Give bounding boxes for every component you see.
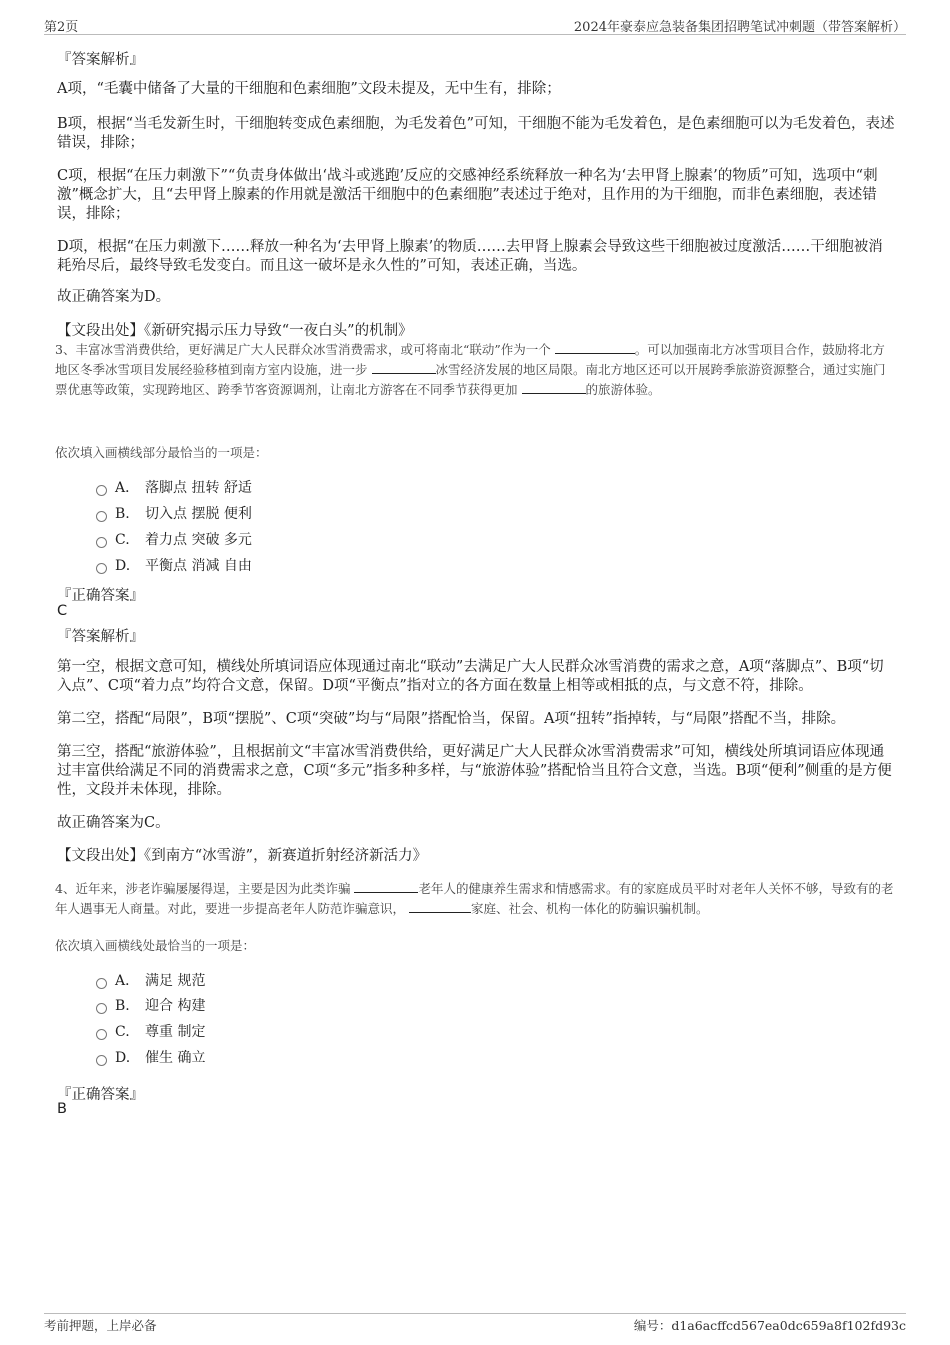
question-3-option-b[interactable]: B. 切入点 摆脱 便利 bbox=[96, 504, 252, 524]
analysis-conclusion: 故正确答案为D。 bbox=[57, 289, 171, 305]
question-4-option-a[interactable]: A． 满足 规范 bbox=[96, 971, 205, 991]
correct-answer-label: 『正确答案』 bbox=[57, 1087, 144, 1103]
analysis-paragraph-a: A项，“毛囊中储备了大量的干细胞和色素细胞”文段未提及，无中生有，排除； bbox=[57, 81, 561, 97]
question-4-option-c[interactable]: C. 尊重 制定 bbox=[96, 1022, 205, 1042]
correct-answer: C bbox=[57, 603, 68, 619]
fill-blank bbox=[522, 381, 586, 394]
question-3-prompt: 依次填入画横线部分最恰当的一项是： bbox=[55, 445, 268, 460]
footer-slogan: 考前押题，上岸必备 bbox=[44, 1318, 157, 1333]
question-4-prompt: 依次填入画横线处最恰当的一项是： bbox=[55, 938, 256, 953]
question-4-option-b[interactable]: B. 迎合 构建 bbox=[96, 996, 205, 1016]
radio-icon[interactable] bbox=[96, 1003, 107, 1014]
question-3-option-d[interactable]: D. 平衡点 消减 自由 bbox=[96, 556, 252, 576]
fill-blank bbox=[354, 880, 418, 893]
page-number: 第2页 bbox=[44, 20, 79, 35]
document-title: 2024年豪泰应急装备集团招聘笔试冲刺题（带答案解析） bbox=[573, 20, 906, 35]
radio-icon[interactable] bbox=[96, 537, 107, 548]
analysis-blank-2: 第二空，搭配“局限”，B项“摆脱”、C项“突破”均与“局限”搭配恰当，保留。A项“扭转”指掉转，与“局限”搭配不当，排除。 bbox=[57, 711, 846, 727]
analysis-paragraph-c: C项，根据“在压力刺激下”“负责身体做出‘战斗或逃跑’反应的交感神经系统释放一种名为‘去甲肾上腺素’的物质”可知，选项中“刺激”概念扩大，且“去甲肾上腺素的作用就是激活干细胞中的色素细胞”表述过于绝对，且作用的为干细胞，而非色素细胞，表述错误，排除； bbox=[57, 168, 878, 222]
analysis-paragraph-d: D项，根据“在压力刺激下……释放一种名为‘去甲肾上腺素’的物质……去甲肾上腺素会导致这些干细胞被过度激活……干细胞被消耗殆尽后，最终导致毛发变白。而且这一破坏是永久性的”可知，表述正确，当选。 bbox=[57, 239, 883, 274]
radio-icon[interactable] bbox=[96, 511, 107, 522]
radio-icon[interactable] bbox=[96, 485, 107, 496]
source-citation: 【文段出处】《新研究揭示压力导致“一夜白头”的机制》 bbox=[57, 323, 413, 339]
question-3-option-a[interactable]: A． 落脚点 扭转 舒适 bbox=[96, 478, 252, 498]
radio-icon[interactable] bbox=[96, 978, 107, 989]
fill-blank bbox=[409, 900, 471, 913]
radio-icon[interactable] bbox=[96, 1029, 107, 1040]
question-3-option-c[interactable]: C. 着力点 突破 多元 bbox=[96, 530, 252, 550]
page-footer bbox=[44, 1313, 906, 1336]
analysis-paragraph-b: B项，根据“当毛发新生时，干细胞转变成色素细胞，为毛发着色”可知，干细胞不能为毛发着色，是色素细胞可以为毛发着色，表述错误，排除； bbox=[57, 116, 895, 151]
radio-icon[interactable] bbox=[96, 563, 107, 574]
analysis-label: 『答案解析』 bbox=[57, 52, 144, 68]
correct-answer-label: 『正确答案』 bbox=[57, 588, 144, 604]
question-4-option-d[interactable]: D. 催生 确立 bbox=[96, 1048, 205, 1068]
analysis-conclusion: 故正确答案为C。 bbox=[57, 815, 170, 831]
question-4-stem: 4、近年来，涉老诈骗屡屡得逞，主要是因为此类诈骗 老年人的健康养生需求和情感需求。有的家庭成员平时对老年人关怀不够，导致有的老年人遇事无人商量。对此，要进一步提高老年人防范诈骗意识， 家庭、社会、机构一体化的防骗识骗机制。 bbox=[55, 881, 894, 916]
document-code: 编号：d1a6acffcd567ea0dc659a8f102fd93c bbox=[633, 1318, 906, 1333]
fill-blank bbox=[372, 361, 436, 374]
radio-icon[interactable] bbox=[96, 1055, 107, 1066]
correct-answer: B bbox=[57, 1101, 67, 1117]
page-header bbox=[44, 14, 906, 35]
fill-blank bbox=[555, 341, 635, 354]
analysis-label: 『答案解析』 bbox=[57, 629, 144, 645]
question-3-stem: 3、丰富冰雪消费供给，更好满足广大人民群众冰雪消费需求，或可将南北“联动”作为一个 。可以加强南北方冰雪项目合作，鼓励将北方地区冬季冰雪项目发展经验移植到南方室内设施，进一步 冰雪经济发展的地区局限。南北方地区还可以开展跨季旅游资源整合，通过实施门票优惠等政策，实现跨地区、跨季节客资源调剂，让南北方游客在不同季节获得更加 的旅游体验。 bbox=[55, 342, 886, 397]
source-citation: 【文段出处】《到南方“冰雪游”，新赛道折射经济新活力》 bbox=[57, 848, 428, 864]
analysis-blank-1: 第一空，根据文意可知，横线处所填词语应体现通过南北“联动”去满足广大人民群众冰雪消费的需求之意，A项“落脚点”、B项“切入点”、C项“着力点”均符合文意，保留。D项“平衡点”指对立的各方面在数量上相等或相抵的点，与文意不符，排除。 bbox=[57, 659, 884, 694]
analysis-blank-3: 第三空，搭配“旅游体验”，且根据前文“丰富冰雪消费供给，更好满足广大人民群众冰雪消费需求”可知，横线处所填词语应体现通过丰富供给满足不同的消费需求之意，C项“多元”指多种多样，与“旅游体验”搭配恰当且符合文意，当选。B项“便利”侧重的是方便性，文段并未体现，排除。 bbox=[57, 744, 892, 798]
